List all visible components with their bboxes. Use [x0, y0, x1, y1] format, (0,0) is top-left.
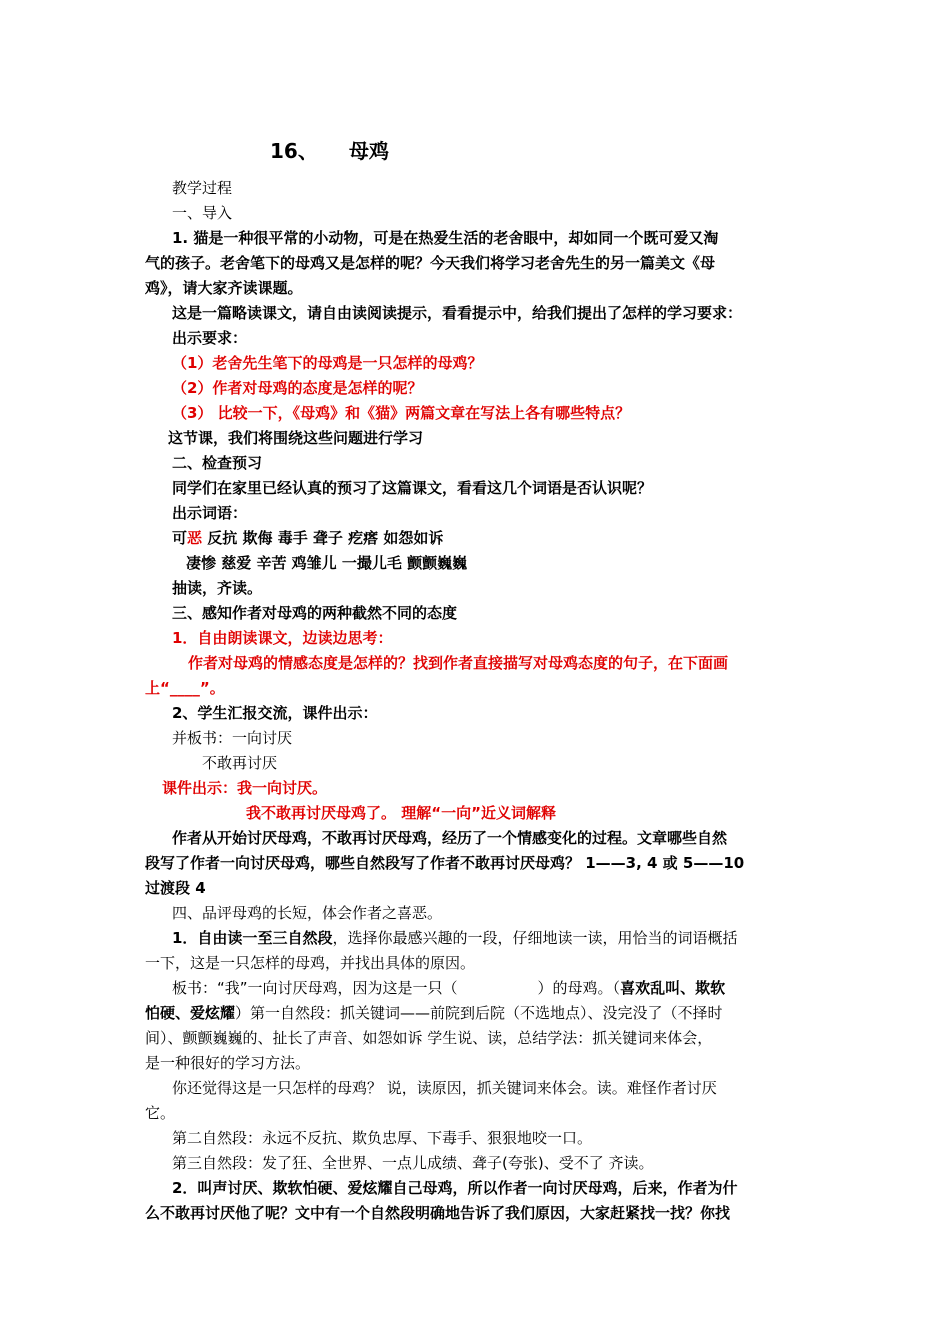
paragraph-line: 是一种很好的学习方法。 [145, 1054, 311, 1072]
paragraph-line [145, 1003, 723, 1023]
paragraph-line: 气的孩子。老舍笔下的母鸡又是怎样的呢？今天我们将学习老舍先生的另一篇美文《母 [145, 254, 716, 272]
lesson-number: 16、 [270, 139, 318, 163]
paragraph-line: 么不敢再讨厌他了呢？文中有一个自然段明确地告诉了我们原因，大家赶紧找一找？你找 [145, 1204, 731, 1222]
courseware-line: 课件出示：我一向讨厌。 [162, 779, 328, 797]
paragraph-line: 段写了作者一向讨厌母鸡，哪些自然段写了作者不敢再讨厌母鸡？ 1——3, 4 或 5——10 [145, 854, 745, 872]
section-heading: 一、导入 [172, 204, 233, 222]
plain-text: ，选择你最感兴趣的一段，仔细地读一读，用恰当的词语概括 [332, 929, 738, 947]
plain-text: ）第一自然段：抓关键词——前院到后院（不选地点）、没完没了（不择时 [235, 1004, 723, 1022]
paragraph-line: 第三自然段：发了狂、全世界、一点儿成绩、聋子(夸张)、受不了 齐读。 [172, 1154, 654, 1172]
paragraph-line: 过渡段 4 [145, 879, 206, 897]
section-heading: 四、品评母鸡的长短，体会作者之喜恶。 [172, 904, 443, 922]
bold-text: 喜欢乱叫、欺软 [620, 979, 726, 997]
section-label: 教学过程 [172, 179, 233, 197]
board-line: 不敢再讨厌 [202, 754, 278, 772]
courseware-line: 我不敢再讨厌母鸡了。 理解“一向”近义词解释 [246, 804, 556, 822]
task-line: 1．自由朗读课文，边读边思考： [172, 629, 393, 647]
requirement-item: （1）老舍先生笔下的母鸡是一只怎样的母鸡？ [172, 354, 483, 372]
requirement-item: （2）作者对母鸡的态度是怎样的呢？ [172, 379, 423, 397]
paragraph-line: 第二自然段：永远不反抗、欺负忠厚、下毒手、狠狠地咬一口。 [172, 1129, 593, 1147]
section-heading: 三、感知作者对母鸡的两种截然不同的态度 [172, 604, 458, 622]
paragraph-line: 2、学生汇报交流，课件出示： [172, 704, 378, 722]
paragraph-line: 这是一篇略读课文，请自由读阅读提示，看看提示中，给我们提出了怎样的学习要求： [172, 304, 743, 322]
paragraph-line [172, 928, 737, 948]
paragraph-line: 2．叫声讨厌、欺软怕硬、爱炫耀自己母鸡，所以作者一向讨厌母鸡，后来，作者为什 [172, 1179, 738, 1197]
bold-text: 怕硬、爱炫耀 [145, 1004, 236, 1022]
vocab-text: 可 [172, 529, 188, 547]
section-heading: 二、检查预习 [172, 454, 263, 472]
paragraph-line: 你还觉得这是一只怎样的母鸡？ 说，读原因，抓关键词来体会。读。难怪作者讨厌 [172, 1079, 717, 1097]
paragraph-line: 鸡》，请大家齐读课题。 [145, 279, 303, 297]
paragraph-line: 一下，这是一只怎样的母鸡，并找出具体的原因。 [145, 954, 476, 972]
board-line: 并板书：一向讨厌 [172, 729, 293, 747]
plain-text: 板书：“我”一向讨厌母鸡，因为这是一只（ [172, 979, 458, 997]
vocabulary-line [172, 528, 443, 548]
vocabulary-line: 凄惨 慈爱 辛苦 鸡雏儿 一撮儿毛 颤颤巍巍 [186, 554, 468, 572]
paragraph-line: 出示要求： [172, 329, 248, 347]
paragraph-line: 间）、颤颤巍巍的、扯长了声音、如怨如诉 学生说、读，总结学法：抓关键词来体会， [145, 1029, 713, 1047]
task-line: 作者对母鸡的情感态度是怎样的？找到作者直接描写对母鸡态度的句子，在下面画 [188, 654, 729, 672]
vocab-text: 反抗 欺侮 毒手 聋子 疙瘩 如怨如诉 [202, 529, 444, 547]
lesson-title: 母鸡 [349, 139, 389, 163]
task-line: 上“____”。 [145, 679, 225, 697]
paragraph-line: 1. 猫是一种很平常的小动物，可是在热爱生活的老舍眼中，却如同一个既可爱又淘 [172, 229, 719, 247]
paragraph-line: 同学们在家里已经认真的预习了这篇课文，看看这几个词语是否认识呢？ [172, 479, 653, 497]
requirement-item: （3） 比较一下，《母鸡》和《猫》两篇文章在写法上各有哪些特点？ [172, 404, 631, 422]
plain-text: ）的母鸡。（ [537, 979, 621, 997]
board-line [172, 978, 725, 998]
paragraph-line: 出示词语： [172, 504, 248, 522]
vocab-highlight: 恶 [187, 529, 203, 547]
bold-text: 1．自由读一至三自然段 [172, 929, 333, 947]
paragraph-line: 这节课，我们将围绕这些问题进行学习 [168, 429, 424, 447]
paragraph-line: 抽读，齐读。 [172, 579, 263, 597]
paragraph-line: 作者从开始讨厌母鸡，不敢再讨厌母鸡，经历了一个情感变化的过程。文章哪些自然 [172, 829, 728, 847]
paragraph-line: 它。 [145, 1104, 176, 1122]
